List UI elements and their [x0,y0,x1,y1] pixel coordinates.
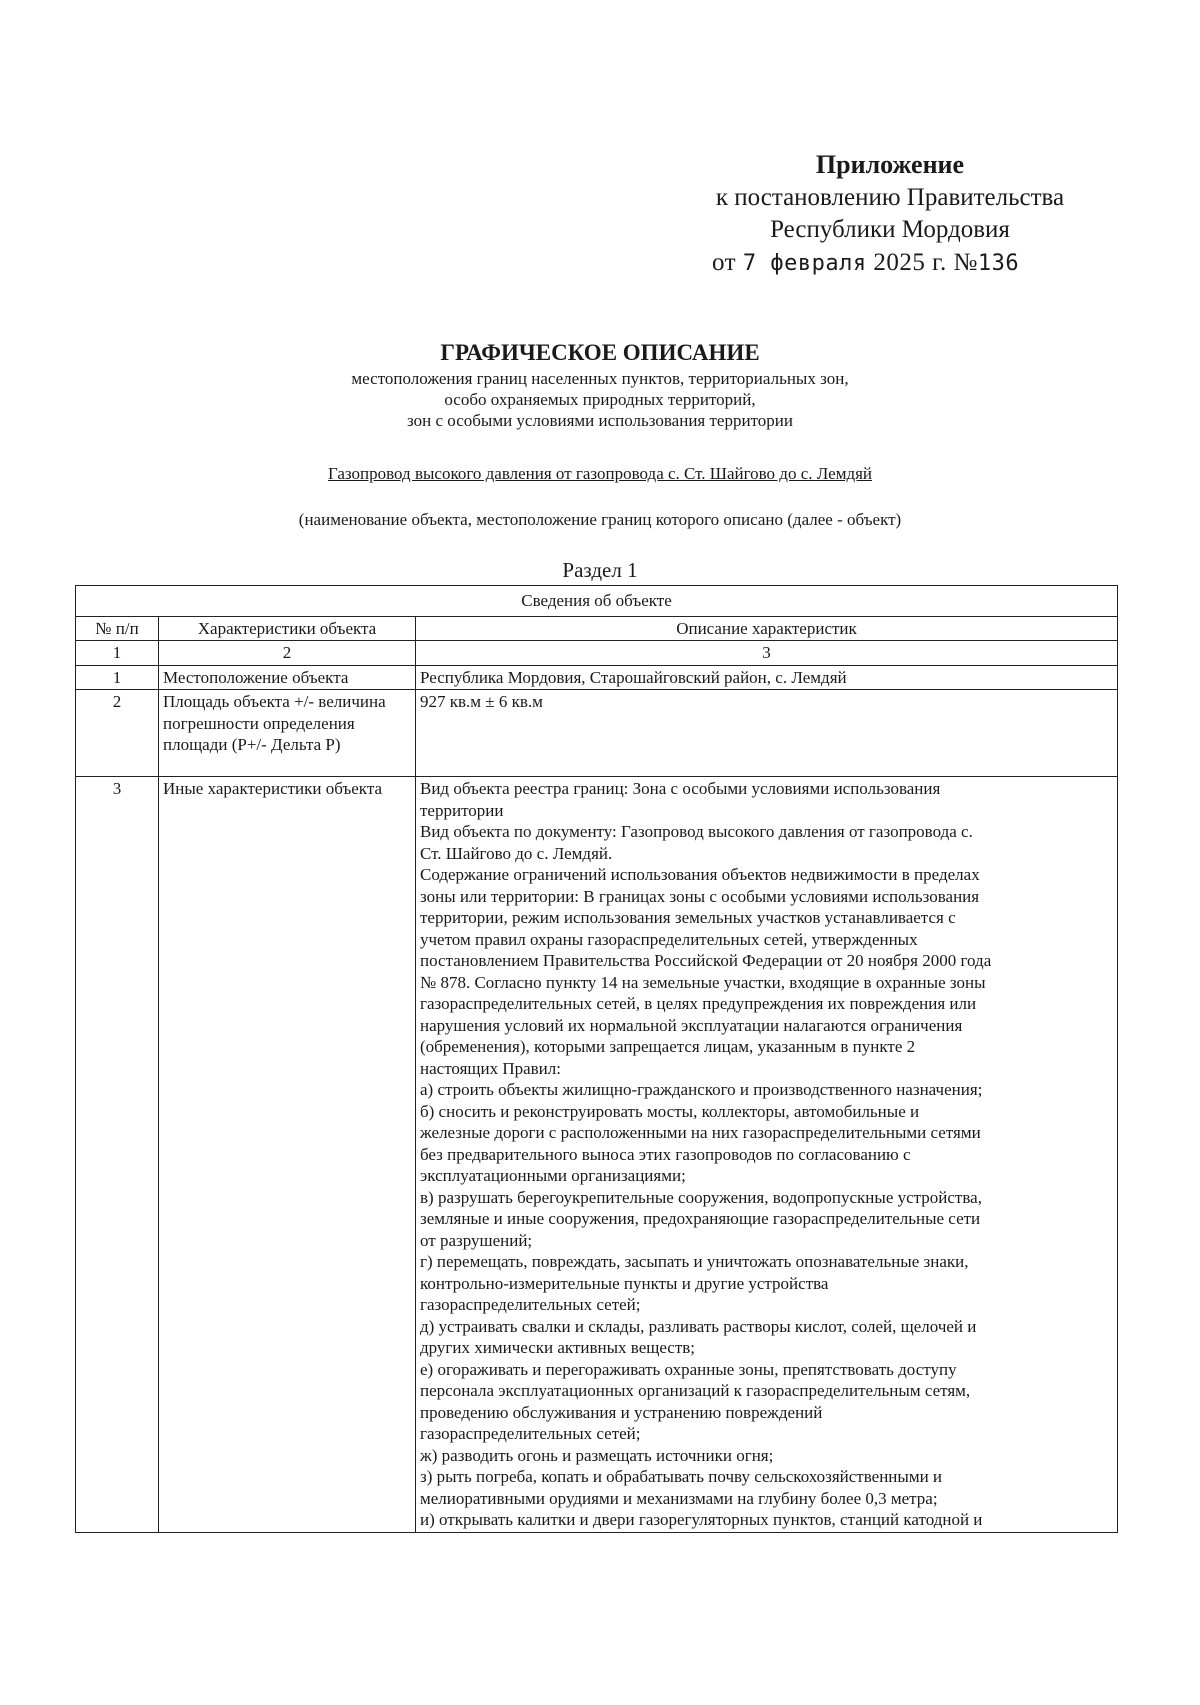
document-subtitle-2: особо охраняемых природных территорий, [444,390,756,409]
description-line: от разрушений; [420,1230,533,1250]
description-line: территории [420,800,504,820]
description-line: персонала эксплуатационных организаций к газораспределительным сетям, [420,1381,971,1400]
table-caption: Сведения об объекте [76,586,1118,617]
description-line: зоны или территории: В границах зоны с особыми условиями использования [420,886,980,906]
description-line: г) перемещать, повреждать, засыпать и уничтожать опознавательные знаки, [420,1252,969,1271]
description-line: ж) разводить огонь и размещать источники огня; [420,1445,774,1465]
document-subtitle-1: местоположения границ населенных пунктов, территориальных зон, [351,369,849,388]
appendix-title: Приложение [815,150,965,179]
description-line: эксплуатационными организациями; [420,1166,686,1185]
table-row [76,777,1118,1533]
description-line: з) рыть погреба, копать и обрабатывать почву сельскохозяйственными и [420,1467,943,1486]
description-line: Вид объекта реестра границ: Зона с особыми условиями использования [420,779,941,798]
description-line: территории, режим использования земельных участков устанавливается с [420,908,956,927]
table-caption-row [76,586,1118,617]
table-header-row [76,616,1118,641]
description-line: настоящих Правил: [420,1058,561,1078]
table-row [76,665,1118,690]
description-line: мелиоративными орудиями и механизмами на глубину более 0,3 метра; [420,1488,938,1508]
description-line: Вид объекта по документу: Газопровод высокого давления от газопровода с. [420,822,973,841]
object-name-text: Газопровод высокого давления от газопровода с. Ст. Шайгово до с. Лемдяй [327,464,873,483]
document-title: ГРАФИЧЕСКОЕ ОПИСАНИЕ [440,340,760,365]
date-year: 2025 г. № [873,249,978,276]
row-number: 3 [76,777,159,1533]
description-line: железные дороги с расположенными на них газораспределительными сетями [420,1123,981,1142]
description-line: проведению обслуживания и устранению повреждений [420,1402,823,1422]
column-number: 1 [76,641,159,666]
description-line: земляные и иные сооружения, предохраняющие газораспределительные сети [420,1209,981,1228]
row-number: 1 [76,665,159,690]
description-line: контрольно-измерительные пункты и другие устройства [420,1273,829,1293]
row-description: 927 кв.м ± 6 кв.м [416,690,1118,777]
header-description: Описание характеристик [416,616,1118,641]
row-description: Республика Мордовия, Старошайговский район, с. Лемдяй [416,665,1118,690]
description-line: газораспределительных сетей; [420,1295,641,1314]
description-line: постановлением Правительства Российской Федерации от 20 ноября 2000 года [420,951,992,970]
description-line: в) разрушать берегоукрепительные сооружения, водопропускные устройства, [420,1187,982,1207]
date-value: 7 февраля [742,251,867,276]
row-characteristic: Иные характеристики объекта [159,777,416,1533]
description-line: Содержание ограничений использования объектов недвижимости в пределах [420,865,980,884]
row-description-long [416,777,1118,1533]
description-line: учетом правил охраны газораспределительных сетей, утвержденных [420,929,918,949]
header-characteristic: Характеристики объекта [159,616,416,641]
column-number: 3 [416,641,1118,666]
description-line: нарушения условий их нормальной эксплуатации налагаются ограничения [420,1015,963,1035]
date-prefix: от [712,249,737,276]
appendix-date [650,246,1130,281]
column-number: 2 [159,641,416,666]
description-line: и) открывать калитки и двери газорегуляторных пунктов, станций катодной и [420,1510,983,1529]
description-line: газораспределительных сетей, в целях предупреждения их повреждения или [420,994,977,1013]
object-info-table [75,585,1118,1533]
description-line: Ст. Шайгово до с. Лемдяй. [420,843,613,863]
description-line: № 878. Согласно пункту 14 на земельные участки, входящие в охранные зоны [420,972,986,992]
appendix-line-2: Республики Мордовия [770,216,1010,243]
description-line: д) устраивать свалки и склады, разливать растворы кислот, солей, щелочей и [420,1316,977,1336]
document-number: 136 [977,251,1020,276]
description-line: е) огораживать и перегораживать охранные зоны, препятствовать доступу [420,1359,957,1379]
object-caption: (наименование объекта, местоположение границ которого описано (далее - объект) [298,510,902,529]
row-number: 2 [76,690,159,777]
section-label: Раздел 1 [562,558,638,582]
document-subtitle-3: зон с особыми условиями использования территории [407,411,793,430]
description-line: газораспределительных сетей; [420,1424,641,1443]
description-line: других химически активных веществ; [420,1338,696,1357]
description-line: а) строить объекты жилищно-гражданского и производственного назначения; [420,1080,983,1099]
document-header [120,340,1080,431]
object-name [120,464,1080,484]
description-line: б) сносить и реконструировать мосты, коллекторы, автомобильные и [420,1101,920,1121]
description-line: без предварительного выноса этих газопроводов по согласованию с [420,1144,911,1164]
row-characteristic: Местоположение объекта [159,665,416,690]
appendix-block [650,150,1130,281]
appendix-line-1: к постановлению Правительства [715,184,1065,211]
header-number: № п/п [76,616,159,641]
row-characteristic: Площадь объекта +/- величина погрешности определения площади (Р+/- Дельта Р) [159,690,416,777]
table-row [76,690,1118,777]
description-line: (обременения), которыми запрещается лицам, указанным в пункте 2 [420,1037,916,1056]
column-number-row [76,641,1118,666]
